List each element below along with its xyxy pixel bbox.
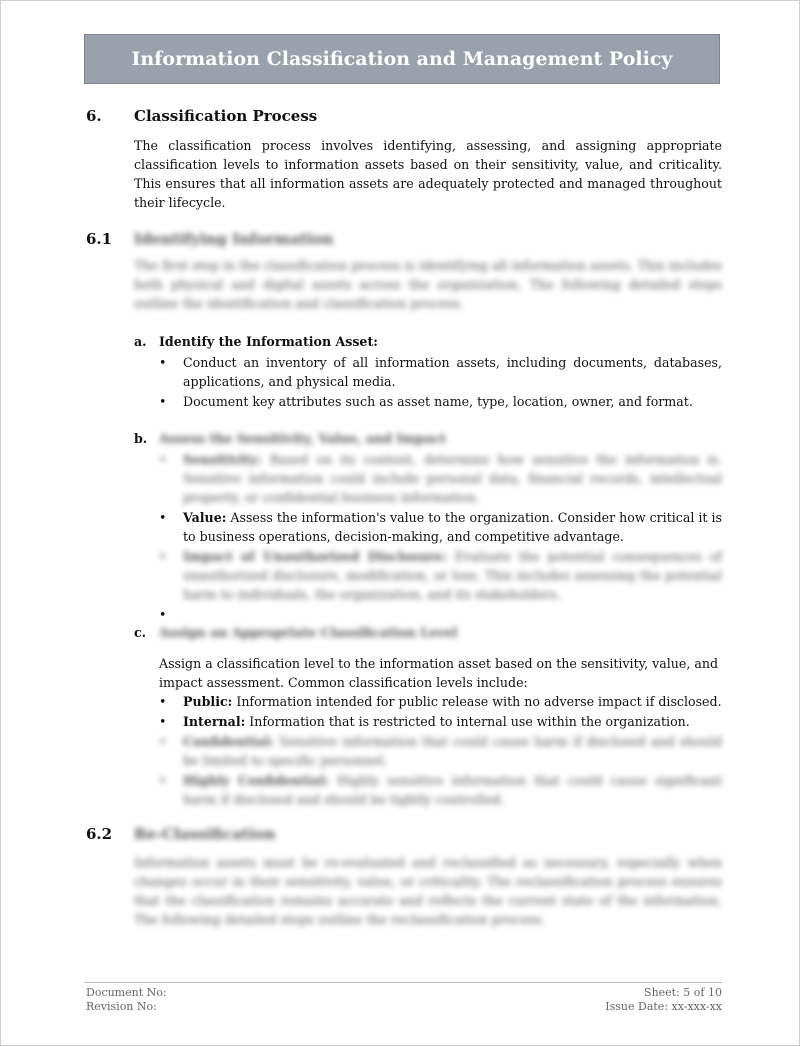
bullet-icon: • bbox=[159, 510, 167, 525]
item-title-a: Identify the Information Asset: bbox=[159, 334, 378, 349]
item-letter-a: a. bbox=[134, 334, 147, 349]
item-letter-c: c. bbox=[134, 625, 147, 640]
document-title: Information Classification and Management Policy bbox=[131, 48, 673, 70]
section-intro: The classification process involves identifying, assessing, and assigning appropriate classification levels to information assets based on their sensitivity, value, and criticality. This ensures that all information assets are adequately protected and managed throughout their lifecycle. bbox=[134, 138, 722, 210]
bullet-list-c bbox=[159, 692, 722, 810]
subsection-number: 6.2 bbox=[86, 825, 113, 843]
bullet-icon: • bbox=[159, 773, 167, 788]
bullet-icon: • bbox=[159, 452, 167, 467]
subsection-title: Identifying Information bbox=[134, 230, 334, 248]
list-item: • Conduct an inventory of all information assets, including documents, databases, applications, and physical media. bbox=[159, 355, 722, 389]
subsection-intro: The first step in the classification process is identifying all information assets. This includes both physical and digital assets across the organization. The following detailed steps outline the identification and classification process. bbox=[134, 258, 722, 311]
section-number: 6. bbox=[86, 107, 102, 125]
subsection-intro: Information assets must be re-evaluated and reclassified as necessary, especially when changes occur in their sensitivity, value, or criticality. The reclassification process ensures that the classification remains accurate and reflects the current state of the information. The following detailed steps outline the reclassification process. bbox=[134, 855, 722, 927]
footer-issue-date: Issue Date: xx-xxx-xx bbox=[605, 1000, 722, 1013]
footer-sheet: Sheet: 5 of 10 bbox=[644, 986, 722, 999]
bullet-icon: • bbox=[159, 355, 167, 370]
list-item: • Impact of Unauthorized Disclosure: Evaluate the potential consequences of unauthorized disclosure, modification, or loss. This includes assessing the potential harm to individuals, the organization, and its stakeholders. bbox=[159, 549, 722, 602]
item-intro-c: Assign a classification level to the information asset based on the sensitivity, value, and impact assessment. Common classification levels include: bbox=[159, 656, 719, 690]
item-title-b: Assess the Sensitivity, Value, and Impact bbox=[159, 431, 447, 446]
bullet-icon: • bbox=[159, 394, 167, 409]
bullet-icon: • bbox=[159, 714, 167, 729]
subsection-title: Re-Classification bbox=[134, 825, 276, 843]
bullet-list-b bbox=[159, 450, 722, 625]
list-item: • Document key attributes such as asset name, type, location, owner, and format. bbox=[159, 394, 693, 409]
list-item: • Sensitivity: Based on its content, determine how sensitive the information is. Sensitive information could include personal data, financial records, intellectual property, or confidential business information. bbox=[159, 452, 722, 505]
list-item: • Confidential: Sensitive information that could cause harm if disclosed and should be limited to specific personnel. bbox=[159, 734, 722, 768]
item-letter-b: b. bbox=[134, 431, 148, 446]
bullet-list-a bbox=[159, 353, 722, 412]
document-title-banner bbox=[84, 34, 720, 84]
bullet-icon: • bbox=[159, 549, 167, 564]
list-item: • Public: Information intended for public release with no adverse impact if disclosed. bbox=[159, 694, 722, 709]
bullet-icon: • bbox=[159, 694, 167, 709]
footer-revision-no: Revision No: bbox=[86, 1000, 157, 1013]
bullet-icon: • bbox=[159, 734, 167, 749]
list-item: • Internal: Information that is restricted to internal use within the organization. bbox=[159, 714, 690, 729]
footer-divider bbox=[84, 982, 722, 983]
footer-document-no: Document No: bbox=[86, 986, 167, 999]
item-title-c: Assign an Appropriate Classification Level bbox=[159, 625, 458, 640]
section-title: Classification Process bbox=[134, 107, 318, 125]
subsection-number: 6.1 bbox=[86, 230, 113, 248]
list-item bbox=[159, 605, 722, 624]
list-item: • Highly Confidential: Highly sensitive information that could cause significant harm if disclosed and should be tightly controlled. bbox=[159, 773, 722, 807]
bullet-icon: • bbox=[159, 607, 167, 622]
list-item: • Value: Assess the information's value to the organization. Consider how critical it is to business operations, decision-making, and competitive advantage. bbox=[159, 510, 722, 544]
